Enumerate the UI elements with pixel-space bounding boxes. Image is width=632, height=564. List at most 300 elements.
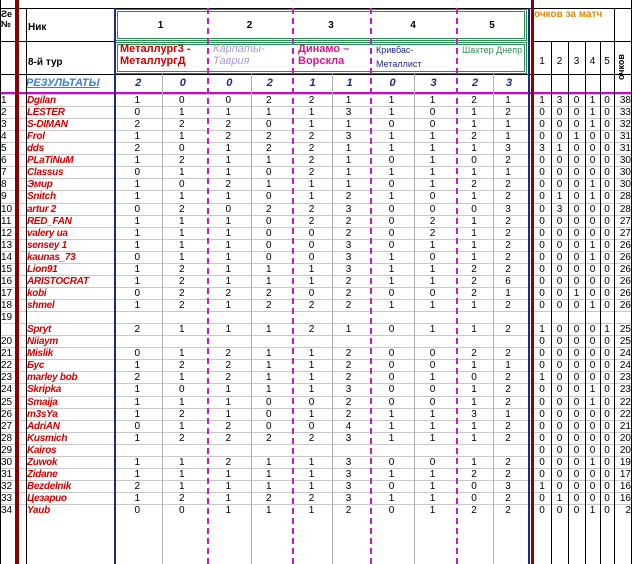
match-points: 0 xyxy=(556,227,563,239)
match-points: 0 xyxy=(556,336,563,348)
prediction-away: 2 xyxy=(505,505,511,517)
match-points: 0 xyxy=(573,167,580,179)
results-link[interactable]: РЕЗУЛЬТАТЫ xyxy=(26,78,100,89)
prediction-home: 1 xyxy=(308,107,315,119)
prediction-away: 1 xyxy=(178,251,185,263)
prediction-away: 0 xyxy=(265,239,272,251)
match-points: 0 xyxy=(604,203,610,215)
match-points: 0 xyxy=(573,492,580,504)
match-points: 1 xyxy=(573,131,580,143)
total-points: 22 xyxy=(619,408,631,420)
points-col-line xyxy=(551,41,552,564)
prediction-away: 2 xyxy=(505,396,511,408)
prediction-home: 1 xyxy=(471,167,477,179)
match-points: 0 xyxy=(573,179,580,191)
prediction-away: 1 xyxy=(429,432,436,444)
prediction-away: 1 xyxy=(178,348,185,360)
half-divider xyxy=(162,74,163,564)
match-points: 3 xyxy=(556,203,563,215)
points-col-line xyxy=(568,41,569,564)
player-nick[interactable]: Skripka xyxy=(27,384,62,396)
player-nick[interactable]: Smaija xyxy=(27,396,58,408)
row-number: 12 xyxy=(1,227,13,239)
prediction-away: 2 xyxy=(505,348,511,360)
match-points: 0 xyxy=(589,275,596,287)
prediction-away: 3 xyxy=(345,456,352,468)
match-name-3: Динамо – Ворскла xyxy=(298,43,350,67)
prediction-away: 3 xyxy=(345,432,352,444)
player-nick[interactable]: Spryt xyxy=(27,324,52,336)
prediction-away: 1 xyxy=(429,492,436,504)
prediction-away: 2 xyxy=(345,227,352,239)
match-points: 0 xyxy=(604,420,610,432)
prediction-away: 2 xyxy=(505,384,511,396)
prediction-away: 2 xyxy=(429,227,436,239)
prediction-home: 1 xyxy=(388,191,395,203)
total-points: 38 xyxy=(619,95,631,106)
match-points: 0 xyxy=(539,191,545,203)
prediction-away: 3 xyxy=(345,263,352,275)
prediction-home: 2 xyxy=(471,179,477,191)
prediction-home: 1 xyxy=(134,275,141,287)
match-points: 0 xyxy=(589,432,596,444)
match-points: 0 xyxy=(556,131,563,143)
prediction-away: 1 xyxy=(505,360,511,372)
prediction-home: 1 xyxy=(225,396,232,408)
match-points: 0 xyxy=(604,384,610,396)
prediction-away xyxy=(331,336,366,348)
prediction-away: 2 xyxy=(178,360,185,372)
prediction-away: 1 xyxy=(265,348,272,360)
player-nick[interactable]: ARISTOCRAT xyxy=(27,275,89,287)
player-nick[interactable]: valery ua xyxy=(27,227,68,239)
match-points: 0 xyxy=(556,107,563,119)
prediction-home: 0 xyxy=(308,396,315,408)
match-points: 0 xyxy=(589,348,596,360)
match-points: 0 xyxy=(556,408,563,420)
match-points: 3 xyxy=(539,143,545,155)
player-nick[interactable]: LESTER xyxy=(27,107,65,119)
match-points: 0 xyxy=(604,275,610,287)
total-points: 33 xyxy=(619,107,631,119)
prediction-away: 2 xyxy=(265,492,272,504)
prediction-home: 1 xyxy=(471,300,477,312)
match-result-1-away: 0 xyxy=(179,78,186,89)
match-points: 0 xyxy=(573,215,580,227)
half-divider xyxy=(493,74,494,564)
prediction-home: 1 xyxy=(308,505,315,517)
player-nick[interactable]: kaunas_73 xyxy=(27,251,76,263)
total-points: 31 xyxy=(619,131,631,143)
prediction-away: 1 xyxy=(178,107,185,119)
match-points: 0 xyxy=(556,480,563,492)
match-points: 0 xyxy=(604,263,610,275)
prediction-home: 2 xyxy=(225,131,232,143)
prediction-home: 0 xyxy=(471,480,477,492)
points-col-line xyxy=(600,41,601,564)
prediction-away: 1 xyxy=(178,191,185,203)
row-number: 11 xyxy=(1,215,12,227)
total-points: 26 xyxy=(619,263,631,275)
match-points: 0 xyxy=(573,480,580,492)
prediction-home xyxy=(116,445,159,457)
player-nick[interactable]: artur 2 xyxy=(27,203,57,215)
prediction-home: 0 xyxy=(134,505,141,517)
player-nick[interactable]: Kusmich xyxy=(27,432,68,444)
row-number: 1 xyxy=(1,95,7,106)
prediction-away: 3 xyxy=(345,107,352,119)
prediction-home: 2 xyxy=(308,95,315,106)
prediction-home: 1 xyxy=(134,384,141,396)
row-number: 31 xyxy=(1,468,13,480)
match-points: 0 xyxy=(539,203,545,215)
match-points xyxy=(533,312,551,324)
match-points: 0 xyxy=(604,432,610,444)
match-points: 0 xyxy=(539,179,545,191)
match-points: 0 xyxy=(556,444,563,456)
results-row-divider xyxy=(0,74,632,75)
prediction-home: 1 xyxy=(134,396,141,408)
match-number-4: 4 xyxy=(410,20,416,31)
row-number: 29 xyxy=(1,444,13,456)
match-points: 0 xyxy=(573,360,580,372)
prediction-away: 1 xyxy=(265,505,272,517)
player-nick[interactable]: Niiaym xyxy=(27,336,58,348)
match-points: 0 xyxy=(573,432,580,444)
player-nick[interactable]: marley bob xyxy=(27,372,78,384)
prediction-away: 2 xyxy=(429,215,436,227)
player-nick[interactable]: Эмир xyxy=(27,179,53,191)
match-points: 0 xyxy=(604,239,610,251)
row-number: 30 xyxy=(1,456,13,468)
player-nick[interactable]: S-DIMAN xyxy=(27,119,68,131)
prediction-away: 1 xyxy=(178,167,185,179)
total-points: 20 xyxy=(619,444,631,456)
prediction-away: 2 xyxy=(505,251,511,263)
prediction-home: 2 xyxy=(308,155,315,167)
match-separator-4 xyxy=(370,8,372,564)
match-points xyxy=(551,312,568,324)
prediction-away: 2 xyxy=(505,468,511,480)
prediction-home: 0 xyxy=(388,119,395,131)
match-points: 1 xyxy=(589,179,596,191)
match-result-5-away: 3 xyxy=(505,78,513,89)
player-nick[interactable]: Цезарио xyxy=(27,492,67,504)
match-points: 0 xyxy=(573,396,580,408)
prediction-away: 6 xyxy=(505,275,511,287)
prediction-home: 1 xyxy=(471,191,477,203)
prediction-away: 2 xyxy=(265,143,272,155)
points-col-header-5: 5 xyxy=(604,56,610,67)
prediction-home: 1 xyxy=(471,324,477,336)
prediction-home: 0 xyxy=(388,227,395,239)
match-points: 1 xyxy=(539,324,545,336)
prediction-home: 1 xyxy=(134,95,141,106)
prediction-away: 2 xyxy=(505,300,511,312)
prediction-home: 2 xyxy=(308,432,315,444)
prediction-away: 1 xyxy=(345,324,352,336)
match-result-4-away: 3 xyxy=(430,78,437,89)
match-points: 0 xyxy=(604,131,610,143)
prediction-home: 1 xyxy=(134,179,141,191)
prediction-away: 2 xyxy=(345,372,352,384)
match-points: 0 xyxy=(589,287,596,299)
match-result-1-home: 2 xyxy=(135,78,142,89)
match-points: 0 xyxy=(604,372,610,384)
player-nick[interactable]: Snitch xyxy=(27,191,56,203)
match-points: 0 xyxy=(556,384,563,396)
row-number: 6 xyxy=(1,155,7,167)
match-number-1: 1 xyxy=(157,20,164,31)
match-points xyxy=(585,312,600,324)
prediction-away: 1 xyxy=(429,143,436,155)
prediction-home: 1 xyxy=(388,251,395,263)
match-points: 0 xyxy=(604,107,610,119)
match-points: 0 xyxy=(539,131,545,143)
prediction-away: 0 xyxy=(265,408,272,420)
prediction-away: 0 xyxy=(265,251,272,263)
player-nick[interactable]: sensey 1 xyxy=(27,239,67,251)
prediction-away: 1 xyxy=(345,167,352,179)
col-line-no xyxy=(0,0,1,564)
player-nick[interactable]: Dgilan xyxy=(27,95,56,106)
match-points: 0 xyxy=(539,263,545,275)
prediction-home: 2 xyxy=(225,456,232,468)
match-points: 0 xyxy=(604,251,610,263)
total-points: 32 xyxy=(619,119,631,131)
prediction-home: 2 xyxy=(471,263,477,275)
prediction-home xyxy=(372,312,411,324)
prediction-home: 1 xyxy=(308,119,315,131)
match-number-3: 3 xyxy=(328,20,334,31)
prediction-away: 1 xyxy=(429,408,436,420)
match-points: 0 xyxy=(539,348,545,360)
prediction-home: 0 xyxy=(471,203,477,215)
player-nick[interactable]: Kairos xyxy=(27,444,57,456)
prediction-home: 1 xyxy=(225,107,232,119)
prediction-home: 1 xyxy=(225,167,232,179)
player-nick[interactable]: Yaub xyxy=(27,505,50,517)
prediction-away: 2 xyxy=(265,131,272,143)
match-points: 0 xyxy=(589,360,596,372)
match-points: 0 xyxy=(539,420,545,432)
player-nick[interactable]: PLaTiNuM xyxy=(27,155,74,167)
prediction-home: 1 xyxy=(308,408,315,420)
row-number: 28 xyxy=(1,432,13,444)
prediction-home: 2 xyxy=(471,468,477,480)
row-number: 23 xyxy=(1,372,13,384)
prediction-away: 2 xyxy=(505,155,511,167)
player-nick[interactable]: Mislik xyxy=(27,348,53,360)
player-nick[interactable]: Zuwok xyxy=(27,456,58,468)
prediction-home: 0 xyxy=(134,167,141,179)
prediction-away: 0 xyxy=(265,167,272,179)
total-points: 24 xyxy=(619,360,631,372)
player-nick[interactable]: Classus xyxy=(27,167,64,179)
prediction-home: 2 xyxy=(225,420,232,432)
player-nick[interactable]: Lion91 xyxy=(27,263,58,275)
prediction-home: 1 xyxy=(134,432,141,444)
prediction-away xyxy=(331,312,366,324)
player-nick[interactable]: RED_FAN xyxy=(27,215,72,227)
player-nick[interactable]: kobi xyxy=(27,287,47,299)
row-number: 24 xyxy=(1,384,13,396)
prediction-away xyxy=(161,445,204,457)
prediction-home xyxy=(458,312,490,324)
prediction-away: 0 xyxy=(429,287,436,299)
prediction-away xyxy=(413,312,452,324)
prediction-home xyxy=(458,445,490,457)
match-points: 0 xyxy=(589,143,596,155)
prediction-away: 3 xyxy=(345,492,352,504)
prediction-away: 2 xyxy=(265,287,272,299)
player-nick[interactable]: Бус xyxy=(27,360,45,372)
match-points: 0 xyxy=(604,287,610,299)
prediction-away: 3 xyxy=(345,203,352,215)
prediction-away: 1 xyxy=(265,456,272,468)
match-number-2: 2 xyxy=(246,20,253,31)
prediction-home: 0 xyxy=(308,420,315,432)
match-points: 0 xyxy=(556,505,563,517)
prediction-away: 1 xyxy=(265,384,272,396)
prediction-away: 2 xyxy=(265,203,272,215)
prediction-away: 3 xyxy=(505,203,511,215)
match-points: 1 xyxy=(589,384,596,396)
match-points: 0 xyxy=(604,300,610,312)
player-nick[interactable]: dds xyxy=(27,143,44,155)
match-points: 0 xyxy=(604,179,610,191)
match-points: 0 xyxy=(573,95,580,106)
match-result-4-home: 0 xyxy=(389,78,396,89)
total-points: 30 xyxy=(619,155,631,167)
row-number: 21 xyxy=(1,348,13,360)
prediction-home: 0 xyxy=(308,227,315,239)
prediction-home: 2 xyxy=(308,492,315,504)
match-points: 0 xyxy=(573,119,580,131)
match-points: 0 xyxy=(604,468,610,480)
match-points: 0 xyxy=(539,167,545,179)
player-nick[interactable]: AdriAN xyxy=(27,420,60,432)
match-points: 1 xyxy=(556,492,563,504)
match-points: 0 xyxy=(589,444,596,456)
prediction-away: 2 xyxy=(505,263,511,275)
prediction-home: 1 xyxy=(308,480,315,492)
prediction-away: 0 xyxy=(265,420,272,432)
prediction-home: 1 xyxy=(225,324,232,336)
total-points: 26 xyxy=(619,275,631,287)
prediction-home: 1 xyxy=(388,263,395,275)
prediction-home: 0 xyxy=(134,348,141,360)
prediction-away: 2 xyxy=(265,300,272,312)
points-col-header-1: 1 xyxy=(539,56,545,67)
total-points: 25 xyxy=(619,336,631,348)
prediction-away: 0 xyxy=(429,396,436,408)
row-number: 25 xyxy=(1,396,13,408)
player-nick[interactable] xyxy=(27,312,113,324)
prediction-home: 1 xyxy=(134,215,141,227)
match-points: 0 xyxy=(573,384,580,396)
row-number: 32 xyxy=(1,480,13,492)
prediction-away: 0 xyxy=(429,360,436,372)
match-points: 0 xyxy=(589,336,596,348)
match-points: 0 xyxy=(573,468,580,480)
total-points: 26 xyxy=(619,300,631,312)
match-points: 0 xyxy=(589,215,596,227)
match-points: 0 xyxy=(589,324,596,336)
prediction-home: 0 xyxy=(134,251,141,263)
prediction-home: 0 xyxy=(134,420,141,432)
prediction-away: 0 xyxy=(265,396,272,408)
match-points: 0 xyxy=(604,119,610,131)
match-points: 0 xyxy=(589,263,596,275)
prediction-away: 1 xyxy=(345,155,352,167)
prediction-home: 1 xyxy=(308,456,315,468)
match-points: 0 xyxy=(589,167,596,179)
match-points: 0 xyxy=(556,372,563,384)
prediction-home: 1 xyxy=(388,143,395,155)
total-points: 30 xyxy=(619,179,631,191)
prediction-home: 0 xyxy=(388,396,395,408)
player-nick[interactable]: Bezdelnik xyxy=(27,480,71,492)
prediction-home: 1 xyxy=(225,492,232,504)
total-points: 24 xyxy=(619,348,631,360)
prediction-home: 0 xyxy=(471,492,477,504)
prediction-home: 1 xyxy=(388,492,395,504)
col-line-nick xyxy=(26,8,27,564)
match-points: 0 xyxy=(556,215,563,227)
prediction-home: 1 xyxy=(308,191,315,203)
match-points: 0 xyxy=(539,505,545,517)
match-points: 0 xyxy=(573,239,580,251)
match-block-end xyxy=(528,8,530,564)
match-points: 0 xyxy=(539,155,545,167)
total-points-header: очков xyxy=(616,54,626,80)
match-points: 0 xyxy=(589,131,596,143)
prediction-home: 1 xyxy=(471,143,477,155)
prediction-away: 1 xyxy=(429,95,436,106)
player-nick[interactable]: Zidane xyxy=(27,468,58,480)
prediction-away: 0 xyxy=(178,384,185,396)
prediction-home: 1 xyxy=(308,348,315,360)
header-divider-top xyxy=(0,8,632,9)
match-points: 0 xyxy=(604,227,610,239)
prediction-home xyxy=(458,336,490,348)
points-col-header-3: 3 xyxy=(573,56,580,67)
prediction-away: 1 xyxy=(505,131,511,143)
player-nick[interactable]: Frol xyxy=(27,131,45,143)
prediction-home: 2 xyxy=(225,372,232,384)
prediction-home: 1 xyxy=(308,372,315,384)
prediction-home: 0 xyxy=(388,456,395,468)
match-points: 0 xyxy=(539,227,545,239)
player-nick[interactable]: shmel xyxy=(27,300,55,312)
prediction-away: 0 xyxy=(265,227,272,239)
prediction-away: 0 xyxy=(429,119,436,131)
match-points: 0 xyxy=(539,239,545,251)
points-col-header-4: 4 xyxy=(589,56,596,67)
match-points: 0 xyxy=(556,432,563,444)
player-nick[interactable]: m3sYa xyxy=(27,408,58,420)
match-points: 0 xyxy=(604,215,610,227)
total-points: 31 xyxy=(619,143,631,155)
match-points: 0 xyxy=(573,420,580,432)
prediction-home: 0 xyxy=(388,348,395,360)
match-points: 0 xyxy=(604,505,610,517)
match-points: 1 xyxy=(589,505,596,517)
match-points: 1 xyxy=(556,143,563,155)
prediction-home: 1 xyxy=(308,179,315,191)
prediction-home: 0 xyxy=(225,95,232,106)
